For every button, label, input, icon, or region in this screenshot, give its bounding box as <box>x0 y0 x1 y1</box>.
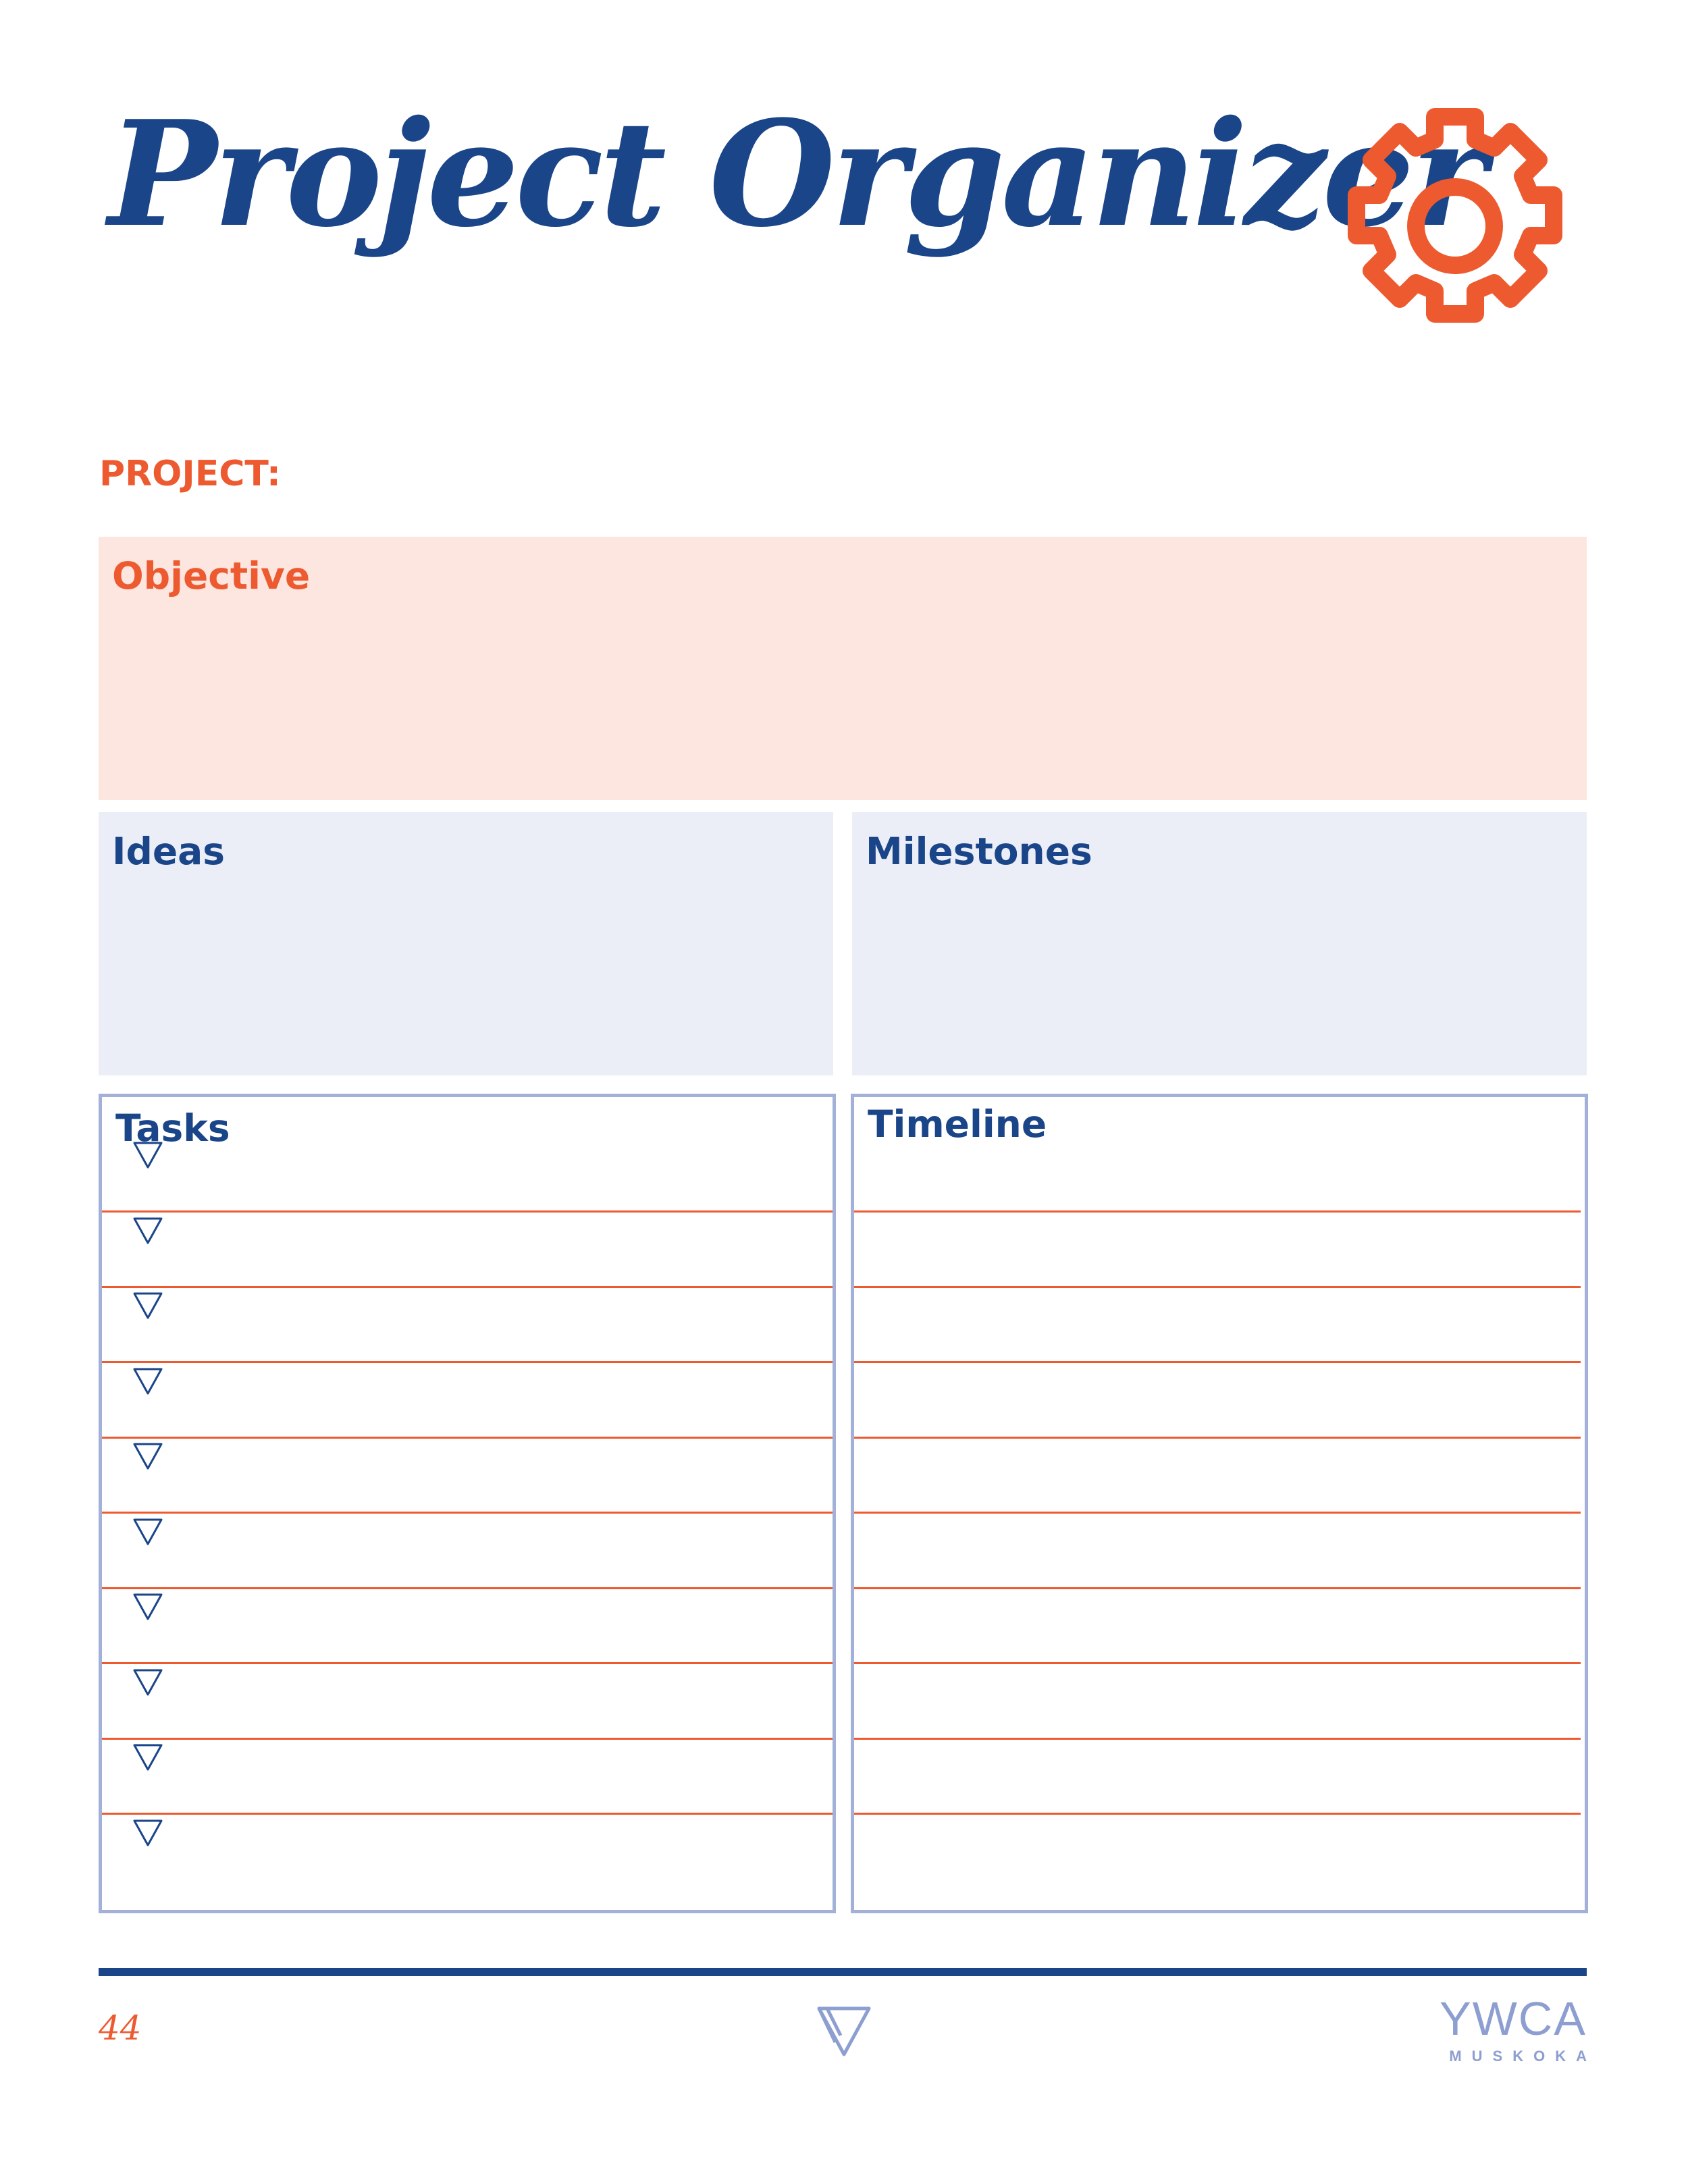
task-row-line <box>102 1361 833 1363</box>
timeline-row-line <box>854 1512 1581 1514</box>
objective-label: Objective <box>112 554 311 597</box>
timeline-row-line <box>854 1662 1581 1664</box>
page-number: 44 <box>99 2008 142 2048</box>
footer-divider <box>99 1968 1587 1976</box>
task-checkbox-icon[interactable] <box>132 1366 164 1396</box>
timeline-box[interactable] <box>851 1094 1588 1913</box>
ideas-box[interactable] <box>99 812 833 1075</box>
task-row-line <box>102 1512 833 1514</box>
triangle-logo-icon <box>814 2002 874 2062</box>
task-row-line <box>102 1437 833 1439</box>
task-row-line <box>102 1662 833 1664</box>
task-checkbox-icon[interactable] <box>132 1818 164 1848</box>
task-row-line <box>102 1286 833 1288</box>
ideas-label: Ideas <box>112 830 225 873</box>
timeline-row-line <box>854 1286 1581 1288</box>
task-checkbox-icon[interactable] <box>132 1742 164 1772</box>
task-checkbox-icon[interactable] <box>132 1517 164 1547</box>
milestones-label: Milestones <box>866 830 1092 873</box>
task-checkbox-icon[interactable] <box>132 1216 164 1246</box>
task-row-line <box>102 1738 833 1740</box>
timeline-row-line <box>854 1738 1581 1740</box>
tasks-label: Tasks <box>115 1107 230 1150</box>
timeline-row-line <box>854 1813 1581 1815</box>
task-checkbox-icon[interactable] <box>132 1140 164 1170</box>
objective-box[interactable] <box>99 537 1587 800</box>
task-checkbox-icon[interactable] <box>132 1668 164 1697</box>
task-row-line <box>102 1813 833 1815</box>
timeline-row-line <box>854 1210 1581 1213</box>
ywca-logo <box>1440 1992 1597 2065</box>
page-title: Project Organizer <box>108 88 1483 259</box>
task-checkbox-icon[interactable] <box>132 1441 164 1471</box>
task-checkbox-icon[interactable] <box>132 1592 164 1622</box>
task-row-line <box>102 1210 833 1213</box>
timeline-row-line <box>854 1361 1581 1363</box>
project-label: PROJECT: <box>99 454 281 494</box>
timeline-row-line <box>854 1587 1581 1589</box>
task-row-line <box>102 1587 833 1589</box>
timeline-label: Timeline <box>868 1102 1047 1146</box>
task-checkbox-icon[interactable] <box>132 1291 164 1321</box>
gear-icon <box>1327 98 1583 354</box>
milestones-box[interactable] <box>852 812 1587 1075</box>
org-location: MUSKOKA <box>1449 2048 1597 2065</box>
org-name: YWCA <box>1440 1992 1587 2045</box>
timeline-row-line <box>854 1437 1581 1439</box>
tasks-box[interactable] <box>99 1094 836 1913</box>
